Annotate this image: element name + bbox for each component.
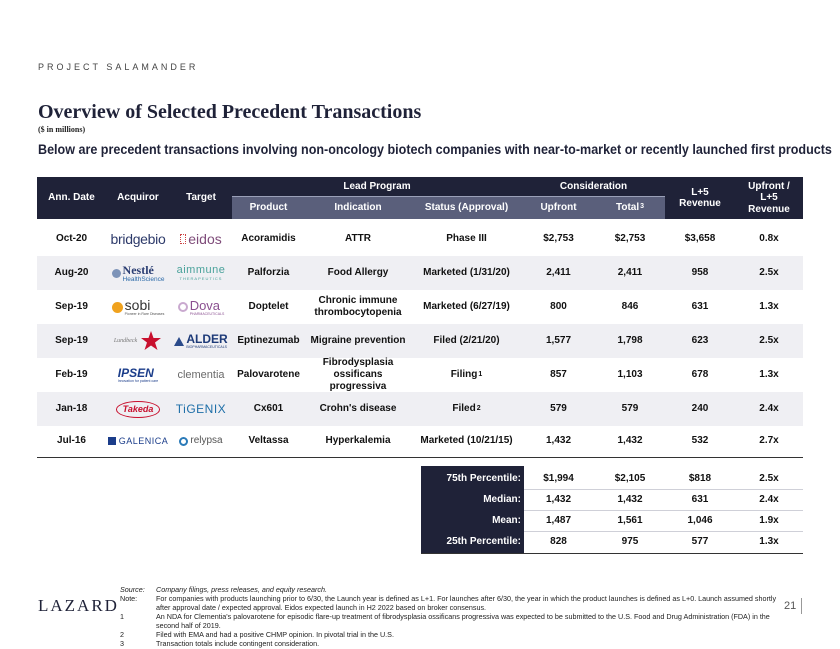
row-status: Marketed (6/27/19) [423,301,510,312]
percentile-multiple: 2.5x [759,473,779,484]
header-acquiror: Acquiror [106,177,170,219]
target-logo [170,358,232,392]
row-total: 2,411 [617,267,643,278]
row-date: Jul-16 [57,435,86,446]
footnote-key: 3 [120,639,124,648]
row-product: Eptinezumab [237,335,300,346]
ipsen-logo-sub: Innovation for patient care [117,379,159,383]
percentile-label: Mean: [492,515,521,526]
footnote-text: For companies with products launching prior to 6/30, the Launch year is defined as L+1. For launches after 6/30, the year in which the product launches is defined as L+0. Launch assumed shortly after approval date / expected approval. Eidos expected launch in H2 2022 based on broker consensus. [156,594,777,612]
row-multiple: 1.3x [759,301,779,312]
percentile-revenue: 1,046 [687,515,713,526]
row-date: Oct-20 [55,233,88,244]
header-product: Product [232,196,305,219]
percentile-upfront: 1,432 [545,494,572,505]
percentile-label: 25th Percentile: [446,536,521,547]
row-product: Acoramidis [241,233,296,244]
header-consideration: Consideration [522,177,665,196]
footnote-source [120,585,780,594]
footnote-key: Note: [120,594,138,603]
acquiror-logo [106,290,170,324]
percentile-total: 1,561 [617,515,643,526]
alder-logo: ALDER [186,332,228,346]
ipsen-logo: IPSEN [117,366,154,380]
row-status [411,392,522,426]
header-l5-revenue-line1: L+5 [691,186,709,198]
row-date: Aug-20 [54,267,89,278]
sobi-logo: sobi [124,297,151,313]
row-date: Feb-19 [55,369,88,380]
footnotes [120,585,780,648]
nestle-logo: Nestlé [122,262,154,277]
acquiror-logo [106,324,170,358]
nestle-logo-sub: HealthScience [122,275,165,283]
row-upfront: 1,577 [545,335,572,346]
row-date: Sep-19 [55,301,88,312]
row-total: 1,103 [617,369,643,380]
percentile-revenue: 577 [691,536,709,547]
footnote-text: Transaction totals include contingent consideration. [156,639,320,648]
row-revenue: 532 [691,435,709,446]
nestle-nest-icon [112,269,121,278]
lazard-logo: LAZARD [38,596,119,615]
row-total: 1,432 [617,435,643,446]
units-note: ($ in millions) [38,125,86,134]
indication-line1: Chronic immune [318,295,398,306]
percentile-bottom-rule [421,553,803,554]
row-revenue: 240 [691,403,709,414]
row-status [411,222,522,256]
percentile-multiple: 2.4x [759,494,779,505]
percentile-upfront: 1,487 [545,515,572,526]
status-text: Phase III [446,233,487,244]
percentile-upfront: $1,994 [543,473,574,484]
takeda-logo: Takeda [116,401,161,418]
table-row [37,358,803,392]
percentile-label: Median: [483,494,521,505]
row-total: 579 [621,403,639,414]
row-upfront: 579 [550,403,567,414]
header-lead-program: Lead Program [232,177,522,196]
header-l5-revenue-line2: Revenue [679,198,721,209]
percentile-row [421,510,803,531]
page-subtitle: Below are precedent transactions involving non-oncology biotech companies with near-to-market or recently launched first products [38,142,832,157]
row-multiple: 2.5x [759,267,779,278]
row-multiple: 2.5x [759,335,779,346]
acquiror-logo [106,256,170,290]
row-status: Marketed (10/21/15) [420,435,513,446]
row-total: 1,798 [617,335,643,346]
table-bottom-rule [37,457,803,458]
header-upfront-l5-line1: Upfront / [748,180,790,192]
status-footnote: 2 [476,404,481,412]
footnote-key: Source: [120,585,145,594]
header-total-label: Total [615,201,640,213]
header-divider [232,196,665,197]
eidos-logo: eidos [188,231,222,247]
header-status: Status (Approval) [411,196,522,219]
header-upfront-l5 [735,177,803,219]
project-name: PROJECT SALAMANDER [38,62,199,72]
table-row [37,222,803,256]
target-logo [170,392,232,426]
row-revenue: $3,658 [684,233,716,244]
header-total [595,196,665,219]
row-multiple: 0.8x [759,233,779,244]
row-revenue: 678 [691,369,709,380]
lundbeck-star-icon [140,330,162,352]
sobi-mark-icon [112,302,123,313]
percentile-row [421,489,803,510]
table-row [37,256,803,290]
galenica-mark-icon [108,437,116,445]
row-indication: Migraine prevention [310,335,406,346]
percentile-row [421,531,803,552]
footnote-text: An NDA for Clementia's palovarotene for episodic flare-up treatment of fibrodysplasia ossificans progressiva was expected to be submitted to the U.S. Food and Drug Administration (FDA) in the second half of 2019. [156,612,770,630]
row-total: $2,753 [614,233,646,244]
lundbeck-logo: Lundbeck [113,338,138,344]
dova-logo-sub: PHARMACEUTICALS [189,311,225,316]
indication-line1: ATTR [345,233,371,244]
row-product: Doptelet [248,301,289,312]
percentile-total: $2,105 [614,473,646,484]
alder-mark-icon [174,337,184,346]
acquiror-logo [106,222,170,256]
relypsa-mark-icon [179,437,188,446]
row-indication: Crohn's disease [319,403,397,414]
status-text: Filing [450,369,478,380]
target-logo [170,290,232,324]
row-date: Sep-19 [55,335,88,346]
tigenix-logo: TiGENIX [175,402,227,416]
percentile-upfront: 828 [550,536,567,547]
header-upfront: Upfront [522,196,595,219]
row-upfront: $2,753 [543,233,574,244]
row-upfront: 800 [550,301,567,312]
sobi-logo-sub: Pioneer in Rare Diseases [124,312,165,316]
row-product: Palforzia [247,267,290,278]
relypsa-logo: relypsa [190,435,223,446]
percentile-row [421,468,803,489]
row-revenue: 631 [691,301,709,312]
aimmune-logo: aimmune [176,264,226,276]
row-product: Veltassa [248,435,289,446]
header-indication: Indication [305,196,411,219]
percentile-multiple: 1.3x [759,536,779,547]
table-row [37,392,803,426]
footnote-key: 2 [120,630,124,639]
row-indication [305,358,411,392]
percentile-total: 975 [621,536,639,547]
row-upfront: 1,432 [545,435,572,446]
acquiror-logo [106,424,170,458]
header-upfront-l5-line2: L+5 [760,192,778,204]
row-date: Jan-18 [55,403,88,414]
row-total: 846 [621,301,639,312]
row-upfront: 857 [550,369,567,380]
header-total-sup: 3 [640,203,645,211]
row-status: Marketed (1/31/20) [423,267,510,278]
indication-line2: thrombocytopenia [314,307,402,318]
table-row [37,290,803,324]
target-logo [170,256,232,290]
footnote-text: Company filings, press releases, and equity research. [156,585,327,594]
status-text: Filed [452,403,476,414]
row-revenue: 623 [691,335,709,346]
percentile-label: 75th Percentile: [446,473,521,484]
row-product: Palovarotene [237,369,300,380]
header-target: Target [170,177,232,219]
row-indication [305,222,411,256]
footnote-1 [120,612,780,630]
dova-logo: Dova [189,297,221,313]
acquiror-logo [106,392,170,426]
indication-line2: ossificans progressiva [329,369,387,392]
target-logo [170,324,232,358]
footnote-note [120,594,780,612]
footnote-2 [120,630,780,639]
table-row [37,424,803,458]
row-indication [305,290,411,324]
alder-logo-sub: BIOPHARMACEUTICALS [186,345,227,349]
clementia-logo: clementia [177,368,225,381]
indication-line1: Fibrodysplasia [322,357,394,368]
bridgebio-logo: bridgebio [110,231,166,247]
percentile-multiple: 1.9x [759,515,779,526]
row-multiple: 1.3x [759,369,779,380]
footnote-key: 1 [120,612,124,621]
row-revenue: 958 [691,267,709,278]
status-footnote: 1 [478,370,483,378]
dova-mark-icon [178,302,188,312]
galenica-logo: GALENICA [118,435,169,446]
percentile-revenue: 631 [691,494,709,505]
header-ann-date: Ann. Date [37,177,106,219]
page-number-divider [801,598,802,614]
header-upfront-l5-line3: Revenue [748,203,790,215]
page-title: Overview of Selected Precedent Transactions [38,101,422,123]
aimmune-logo-sub: THERAPEUTICS [179,276,223,281]
table-row [37,324,803,358]
row-multiple: 2.4x [759,403,779,414]
acquiror-logo [106,358,170,392]
row-status [411,358,522,392]
row-multiple: 2.7x [759,435,779,446]
row-status: Filed (2/21/20) [433,335,500,346]
target-logo [170,222,232,256]
page-number: 21 [784,600,797,612]
footnote-text: Filed with EMA and had a positive CHMP opinion. In pivotal trial in the U.S. [156,630,394,639]
footnote-3 [120,639,780,648]
eidos-mark-icon [180,234,186,244]
percentile-revenue: $818 [688,473,712,484]
row-indication: Hyperkalemia [325,435,391,446]
target-logo [170,424,232,458]
row-product: Cx601 [253,403,284,414]
row-indication: Food Allergy [327,267,389,278]
percentile-total: 1,432 [617,494,643,505]
header-l5-revenue [665,177,735,219]
row-upfront: 2,411 [546,267,571,278]
